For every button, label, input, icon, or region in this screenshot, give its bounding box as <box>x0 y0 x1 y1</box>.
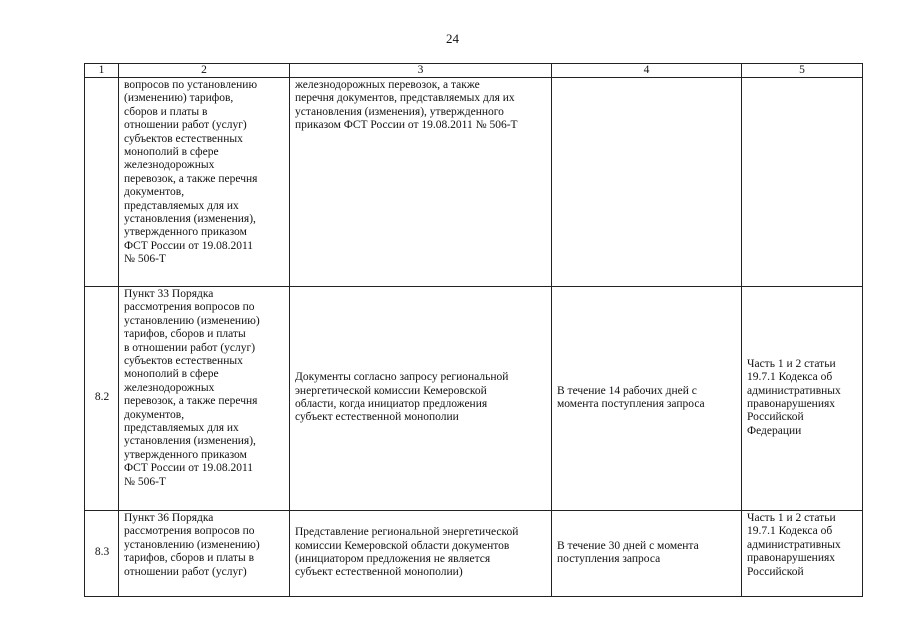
documents-cell: Представление региональной энергетической комиссии Кемеровской области документов (инициатором предложения не является субъект естественной монополии) <box>290 511 552 597</box>
table-row <box>85 287 863 511</box>
row-number: 8.3 <box>85 511 119 597</box>
page-number: 24 <box>446 31 459 46</box>
column-header-2: 2 <box>119 64 290 78</box>
deadline-cell: В течение 30 дней с момента поступления запроса <box>552 511 742 597</box>
documents-cell: железнодорожных перевозок, а также перечня документов, представляемых для их установления (изменения), утвержденного приказом ФСТ России от 19.08.2011 № 506-Т <box>290 78 552 287</box>
column-header-4: 4 <box>552 64 742 78</box>
table-row <box>85 78 863 287</box>
table-header-row <box>85 64 863 78</box>
legal-basis-cell <box>119 511 290 597</box>
row-number <box>85 78 119 287</box>
column-header-1: 1 <box>85 64 119 78</box>
table-row <box>85 511 863 597</box>
legal-basis-cell: Пункт 33 Порядка рассмотрения вопросов по установлению (изменению) тарифов, сборов и платы в отношении работ (услуг) субъектов естественных монополий в сфере железнодорожных перевозок, а также перечня документов, представляемых для их установления (изменения), утвержденного приказом ФСТ России от 19.08.2011 № 506-Т <box>119 287 290 511</box>
deadline-cell <box>552 78 742 287</box>
column-header-5: 5 <box>742 64 863 78</box>
row-number: 8.2 <box>85 287 119 511</box>
legal-basis-cell: вопросов по установлению (изменению) тарифов, сборов и платы в отношении работ (услуг) субъектов естественных монополий в сфере железнодорожных перевозок, а также перечня документов, представляемых для их установления (изменения), утвержденного приказом ФСТ России от 19.08.2011 № 506-Т <box>119 78 290 287</box>
liability-cell <box>742 78 863 287</box>
requirements-table <box>84 63 863 597</box>
liability-text: Часть 1 и 2 статьи 19.7.1 Кодекса об административных правонарушениях Российской <box>747 512 841 578</box>
legal-basis-text: Пункт 36 Порядка рассмотрения вопросов по установлению (изменению) тарифов, сборов и платы в отношении работ (услуг) <box>124 512 260 578</box>
liability-cell <box>742 511 863 597</box>
documents-cell: Документы согласно запросу региональной энергетической комиссии Кемеровской области, когда инициатор предложения субъект естественной монополии <box>290 287 552 511</box>
deadline-cell: В течение 14 рабочих дней с момента поступления запроса <box>552 287 742 511</box>
liability-cell: Часть 1 и 2 статьи 19.7.1 Кодекса об административных правонарушениях Российской Федерации <box>742 287 863 511</box>
column-header-3: 3 <box>290 64 552 78</box>
